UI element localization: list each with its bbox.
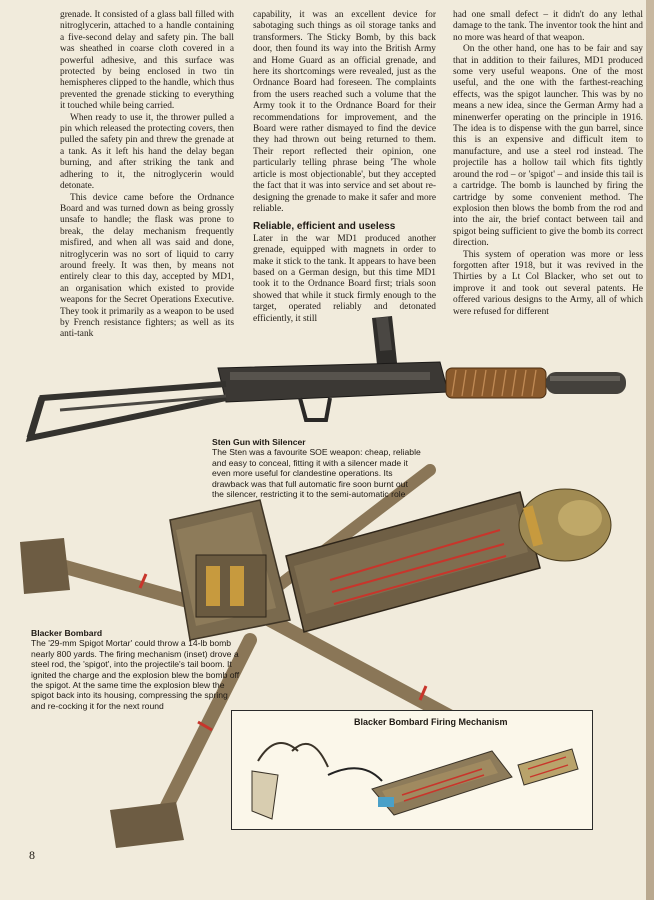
paragraph: This system of operation was more or less forgotten after 1918, but it was revived in the Thirties by a Lt Col Blacker, who set out to improve it and took out several patents. He offered various designs to the Army, all of which were refused for different	[453, 249, 643, 317]
paragraph: had one small defect – it didn't do any lethal damage to the tank. The inventor took the hint and no more was heard of that weapon.	[453, 10, 643, 43]
firing-mechanism-inset	[231, 710, 593, 830]
paragraph: capability, it was an excellent device for sabotaging such things as oil storage tanks and transformers. The Sticky Bomb, by this back door, then found its way into the British Army and Home Guard as an official grenade, and here its shortcomings were revealed, just as the Ordnance Board had foreseen. The complaints from the users reached such a volume that the Army took it to the Ordnance Board for their recommendations for improvement, and the Board were rather dismayed to find the device they had thrown out being returned to them. Their report reflected their opinion, one particularly telling phrase being 'The whole article is most objectionable', but they accepted the fact that it was into service and set about re-designing the grenade to make it safer and more reliable.	[253, 10, 436, 214]
paragraph: Later in the war MD1 produced another grenade, equipped with magnets in order to make it stick to the tank. It appears to have been based on a German design, but this time MD1 took it to the Ordnance Board first; trials soon showed that while it stuck firmly enough to the target, operated reliably and detonated efficiently, it still	[253, 233, 436, 324]
caption-body: The '29-mm Spigot Mortar' could throw a 14-lb bomb nearly 800 yards. The firing mechanism (inset) drove a steel rod, the 'spigot', into the projectile's tail boom. It ignited the charge and the explosion blew the bomb off the spigot. At the same time the explosion blew the spigot back into its housing, compressing the spring and re-cocking it for the next round	[31, 638, 240, 711]
caption-title: Sten Gun with Silencer	[212, 437, 306, 447]
paragraph: grenade. It consisted of a glass ball filled with nitroglycerin, attached to a handle containing a five-second delay and safety pin. The ball was sheathed in coarse cloth covered in a powerful adhesive, and this surface was protected by being enclosed in two tin hemispheres clipped to the handle, which thus prevented the grenade sticking to everything it touched while being carried.	[60, 10, 234, 112]
caption-body: The Sten was a favourite SOE weapon: cheap, reliable and easy to conceal, fitting it with a silencer made it even more useful for clandestine operations. Its drawback was that full automatic fire soon burnt out the silencer, restricting it to the semi-automatic role	[212, 447, 421, 500]
inset-title: Blacker Bombard Firing Mechanism	[354, 717, 508, 727]
caption-title: Blacker Bombard	[31, 628, 103, 638]
blacker-caption	[31, 628, 241, 711]
firing-mechanism-diagram	[232, 711, 592, 829]
page-number: 8	[29, 848, 35, 862]
section-heading: Reliable, efficient and useless	[253, 221, 396, 233]
paragraph: This device came before the Ordnance Board and was turned down as being grossly unsafe to handle; the flask was prone to break, the delay mechanism frequently misfired, and when all was said and done, nitroglycerin was no sort of liquid to carry around freely. It was then, by means not entirely clear to this day, accepted by MD1, an organisation which existed to provide weapons for the Secret Operations Executive. They took it primarily as a weapon to be used by French resistance fighters; as well as its anti-tank	[60, 192, 234, 340]
paragraph: On the other hand, one has to be fair and say that in addition to their failures, MD1 produced some very useful weapons. One of the most useful, and the one with the farthest-reaching effects, was the spigot launcher. This was by no means a new idea, since the German Army had a minenwerfer operating on the principle in 1916. The idea is to dispense with the gun barrel, since this is an expensive and difficult item to manufacture, and use a steel rod instead. The projectile has a hollow tail which fits tightly around the rod – or 'spigot' – and inside this tail is a cartridge. The bomb is launched by firing the cartridge by some convenient method. The explosion then blows the bomb from the rod and into the air, the brief contact between tail and spigot being sufficient to give the bomb its correct direction.	[453, 44, 643, 249]
page-edge	[646, 0, 654, 900]
sten-caption	[212, 437, 422, 499]
paragraph: When ready to use it, the thrower pulled a pin which released the protecting covers, then pulled the safety pin and threw the grenade at a tank. As it left his hand the delay began burning, and after striking the tank and adhering to it, the nitroglycerin would detonate.	[60, 112, 234, 192]
sten-gun-illustration	[30, 316, 626, 438]
